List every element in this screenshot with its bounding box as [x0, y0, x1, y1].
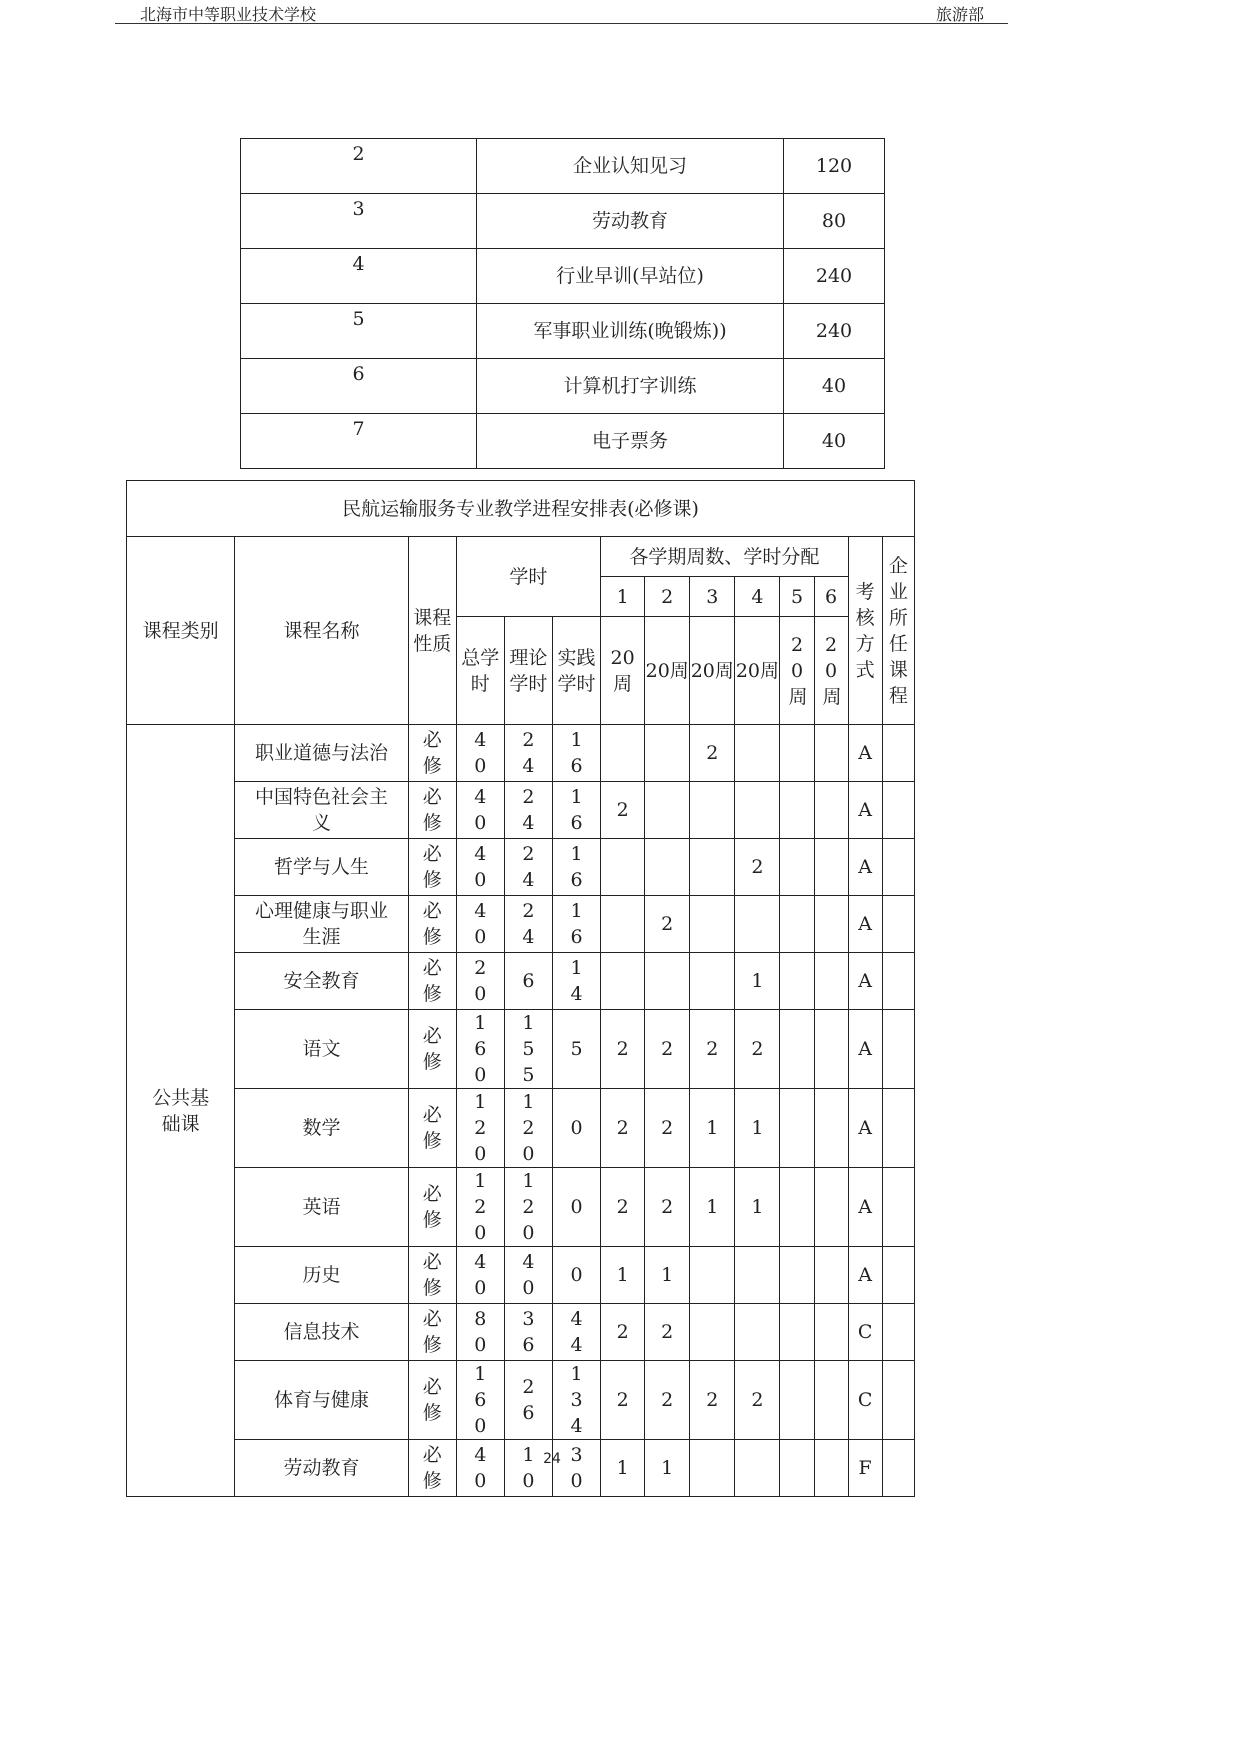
course-name: 哲学与人生: [235, 839, 408, 896]
course-name: 历史: [235, 1247, 408, 1304]
row-number: 5: [241, 304, 477, 359]
term-5-hours: [780, 725, 814, 782]
term-4-hours: [735, 1304, 780, 1361]
term-5-hours: [780, 782, 814, 839]
term-4-hours: 1: [735, 1168, 780, 1247]
term-number: 2: [645, 577, 690, 617]
header-hours: 学时: [456, 537, 600, 617]
term-6-hours: [814, 839, 848, 896]
term-4-hours: 1: [735, 953, 780, 1010]
header-enterprise: 企业所任课程: [882, 537, 914, 725]
exam-method: A: [848, 1010, 882, 1089]
term-6-hours: [814, 1304, 848, 1361]
term-6-hours: [814, 953, 848, 1010]
total-hours: 40: [456, 896, 504, 953]
term-3-hours: [690, 839, 735, 896]
term-weeks: 20周: [690, 617, 735, 725]
item-name: 企业认知见习: [477, 139, 784, 194]
practice-hours: 16: [552, 896, 600, 953]
page-number: 24: [543, 1451, 561, 1467]
term-number: 6: [814, 577, 848, 617]
course-nature: 必修: [408, 1440, 456, 1497]
theory-hours: 120: [504, 1168, 552, 1247]
practice-hours: 16: [552, 782, 600, 839]
course-name: 语文: [235, 1010, 408, 1089]
term-weeks: 20周: [601, 617, 645, 725]
term-4-hours: [735, 1440, 780, 1497]
course-name: 英语: [235, 1168, 408, 1247]
term-3-hours: 2: [690, 1361, 735, 1440]
item-name: 行业早训(早站位): [477, 249, 784, 304]
course-nature: 必修: [408, 1168, 456, 1247]
term-2-hours: [645, 839, 690, 896]
table-row: [127, 725, 915, 782]
term-5-hours: [780, 896, 814, 953]
enterprise-course: [882, 1361, 914, 1440]
term-2-hours: [645, 725, 690, 782]
exam-method: A: [848, 1168, 882, 1247]
term-1-hours: [601, 725, 645, 782]
term-1-hours: [601, 953, 645, 1010]
term-1-hours: 2: [601, 1089, 645, 1168]
enterprise-course: [882, 953, 914, 1010]
enterprise-course: [882, 1168, 914, 1247]
theory-hours: 24: [504, 725, 552, 782]
exam-method: A: [848, 782, 882, 839]
term-2-hours: 2: [645, 896, 690, 953]
item-name: 劳动教育: [477, 194, 784, 249]
term-5-hours: [780, 1361, 814, 1440]
practice-hours: 16: [552, 839, 600, 896]
term-1-hours: 2: [601, 1168, 645, 1247]
term-6-hours: [814, 1247, 848, 1304]
item-hours: 40: [784, 359, 885, 414]
teaching-schedule-table: [126, 480, 915, 1497]
practice-hours: 5: [552, 1010, 600, 1089]
theory-hours: 6: [504, 953, 552, 1010]
term-2-hours: 2: [645, 1010, 690, 1089]
table-row: [241, 194, 885, 249]
total-hours: 160: [456, 1010, 504, 1089]
exam-method: A: [848, 1247, 882, 1304]
term-3-hours: 1: [690, 1168, 735, 1247]
term-6-hours: [814, 896, 848, 953]
table-row: [127, 1089, 915, 1168]
table-row: [241, 414, 885, 469]
term-1-hours: 2: [601, 1304, 645, 1361]
practice-hours: 0: [552, 1168, 600, 1247]
theory-hours: 24: [504, 896, 552, 953]
term-1-hours: [601, 896, 645, 953]
practice-hours: 30: [552, 1440, 600, 1497]
term-2-hours: [645, 953, 690, 1010]
term-3-hours: [690, 782, 735, 839]
term-1-hours: 1: [601, 1440, 645, 1497]
term-4-hours: [735, 896, 780, 953]
term-5-hours: [780, 1247, 814, 1304]
term-5-hours: [780, 953, 814, 1010]
enterprise-course: [882, 1247, 914, 1304]
enterprise-course: [882, 1304, 914, 1361]
course-nature: 必修: [408, 1010, 456, 1089]
course-name: 信息技术: [235, 1304, 408, 1361]
term-3-hours: [690, 1440, 735, 1497]
header-rule: [115, 23, 1008, 24]
course-nature: 必修: [408, 1361, 456, 1440]
header-dept: 旅游部: [936, 5, 985, 24]
term-4-hours: [735, 782, 780, 839]
header-theory-hours: 理论学时: [504, 617, 552, 725]
term-3-hours: [690, 1304, 735, 1361]
row-number: 4: [241, 249, 477, 304]
enterprise-course: [882, 782, 914, 839]
header-course-name: 课程名称: [235, 537, 408, 725]
course-nature: 必修: [408, 1089, 456, 1168]
practice-hours: 0: [552, 1247, 600, 1304]
term-6-hours: [814, 782, 848, 839]
term-weeks: 20周: [814, 617, 848, 725]
table-row: [127, 896, 915, 953]
item-hours: 240: [784, 249, 885, 304]
term-6-hours: [814, 1010, 848, 1089]
course-category: 公共基础课: [127, 725, 235, 1497]
course-nature: 必修: [408, 725, 456, 782]
header-nature: 课程性质: [408, 537, 456, 725]
term-5-hours: [780, 839, 814, 896]
term-weeks: 20周: [735, 617, 780, 725]
theory-hours: 120: [504, 1089, 552, 1168]
table-row: [241, 139, 885, 194]
course-nature: 必修: [408, 1304, 456, 1361]
theory-hours: 40: [504, 1247, 552, 1304]
item-hours: 240: [784, 304, 885, 359]
term-5-hours: [780, 1168, 814, 1247]
header-category: 课程类别: [127, 537, 235, 725]
exam-method: A: [848, 1089, 882, 1168]
term-3-hours: [690, 1247, 735, 1304]
course-name: 数学: [235, 1089, 408, 1168]
enterprise-course: [882, 1089, 914, 1168]
theory-hours: 26: [504, 1361, 552, 1440]
term-3-hours: 2: [690, 725, 735, 782]
item-hours: 40: [784, 414, 885, 469]
row-number: 7: [241, 414, 477, 469]
table-row: [127, 1247, 915, 1304]
term-1-hours: 2: [601, 782, 645, 839]
term-1-hours: 1: [601, 1247, 645, 1304]
theory-hours: 24: [504, 782, 552, 839]
course-nature: 必修: [408, 839, 456, 896]
enterprise-course: [882, 1440, 914, 1497]
item-hours: 120: [784, 139, 885, 194]
theory-hours: 155: [504, 1010, 552, 1089]
enterprise-course: [882, 839, 914, 896]
total-hours: 80: [456, 1304, 504, 1361]
theory-hours: 10: [504, 1440, 552, 1497]
course-name: 安全教育: [235, 953, 408, 1010]
total-hours: 40: [456, 782, 504, 839]
total-hours: 20: [456, 953, 504, 1010]
term-number: 5: [780, 577, 814, 617]
header-terms: 各学期周数、学时分配: [601, 537, 849, 577]
course-nature: 必修: [408, 1247, 456, 1304]
term-5-hours: [780, 1440, 814, 1497]
term-3-hours: 1: [690, 1089, 735, 1168]
header-practice-hours: 实践学时: [552, 617, 600, 725]
term-1-hours: [601, 839, 645, 896]
item-hours: 80: [784, 194, 885, 249]
term-3-hours: [690, 896, 735, 953]
term-weeks: 20周: [780, 617, 814, 725]
term-6-hours: [814, 1440, 848, 1497]
theory-hours: 24: [504, 839, 552, 896]
item-name: 军事职业训练(晚锻炼)): [477, 304, 784, 359]
exam-method: A: [848, 953, 882, 1010]
table-row: [241, 249, 885, 304]
term-number: 4: [735, 577, 780, 617]
course-name: 中国特色社会主义: [235, 782, 408, 839]
course-name: 职业道德与法治: [235, 725, 408, 782]
term-4-hours: [735, 725, 780, 782]
term-2-hours: 2: [645, 1304, 690, 1361]
term-6-hours: [814, 1168, 848, 1247]
row-number: 2: [241, 139, 477, 194]
course-nature: 必修: [408, 782, 456, 839]
table-row: [127, 1361, 915, 1440]
term-2-hours: 2: [645, 1089, 690, 1168]
term-2-hours: 2: [645, 1168, 690, 1247]
theory-hours: 36: [504, 1304, 552, 1361]
term-4-hours: [735, 1247, 780, 1304]
enterprise-course: [882, 1010, 914, 1089]
table-row: [127, 1440, 915, 1497]
term-number: 3: [690, 577, 735, 617]
exam-method: A: [848, 839, 882, 896]
term-1-hours: 2: [601, 1361, 645, 1440]
term-5-hours: [780, 1304, 814, 1361]
exam-method: F: [848, 1440, 882, 1497]
table-row: [127, 1168, 915, 1247]
course-name: 劳动教育: [235, 1440, 408, 1497]
total-hours: 40: [456, 1247, 504, 1304]
term-6-hours: [814, 1089, 848, 1168]
practice-hours: 0: [552, 1089, 600, 1168]
term-5-hours: [780, 1089, 814, 1168]
row-number: 3: [241, 194, 477, 249]
enterprise-course: [882, 725, 914, 782]
enterprise-course: [882, 896, 914, 953]
table-row: [127, 953, 915, 1010]
exam-method: C: [848, 1304, 882, 1361]
table-row: [241, 359, 885, 414]
term-number: 1: [601, 577, 645, 617]
header-exam: 考核方式: [848, 537, 882, 725]
term-4-hours: 2: [735, 839, 780, 896]
term-4-hours: 1: [735, 1089, 780, 1168]
term-6-hours: [814, 725, 848, 782]
table-row: [127, 1010, 915, 1089]
term-2-hours: 1: [645, 1247, 690, 1304]
table-row: [241, 304, 885, 359]
practice-hours: 16: [552, 725, 600, 782]
course-name: 体育与健康: [235, 1361, 408, 1440]
total-hours: 120: [456, 1089, 504, 1168]
term-3-hours: [690, 953, 735, 1010]
term-weeks: 20周: [645, 617, 690, 725]
total-hours: 40: [456, 725, 504, 782]
table-row: [127, 782, 915, 839]
course-nature: 必修: [408, 953, 456, 1010]
total-hours: 160: [456, 1361, 504, 1440]
item-name: 电子票务: [477, 414, 784, 469]
exam-method: A: [848, 896, 882, 953]
table-title: 民航运输服务专业教学进程安排表(必修课): [127, 481, 915, 537]
term-4-hours: 2: [735, 1010, 780, 1089]
term-3-hours: 2: [690, 1010, 735, 1089]
total-hours: 120: [456, 1168, 504, 1247]
course-nature: 必修: [408, 896, 456, 953]
header-total-hours: 总学时: [456, 617, 504, 725]
practice-hours: 44: [552, 1304, 600, 1361]
practice-hours: 14: [552, 953, 600, 1010]
item-name: 计算机打字训练: [477, 359, 784, 414]
term-2-hours: 2: [645, 1361, 690, 1440]
term-5-hours: [780, 1010, 814, 1089]
term-1-hours: 2: [601, 1010, 645, 1089]
practice-hours: 134: [552, 1361, 600, 1440]
table-row: [127, 1304, 915, 1361]
activity-hours-table: [240, 138, 885, 469]
header-school: 北海市中等职业技术学校: [140, 5, 317, 24]
term-4-hours: 2: [735, 1361, 780, 1440]
exam-method: A: [848, 725, 882, 782]
term-6-hours: [814, 1361, 848, 1440]
term-2-hours: 1: [645, 1440, 690, 1497]
total-hours: 40: [456, 1440, 504, 1497]
term-2-hours: [645, 782, 690, 839]
course-name: 心理健康与职业生涯: [235, 896, 408, 953]
table-row: [127, 839, 915, 896]
total-hours: 40: [456, 839, 504, 896]
row-number: 6: [241, 359, 477, 414]
exam-method: C: [848, 1361, 882, 1440]
